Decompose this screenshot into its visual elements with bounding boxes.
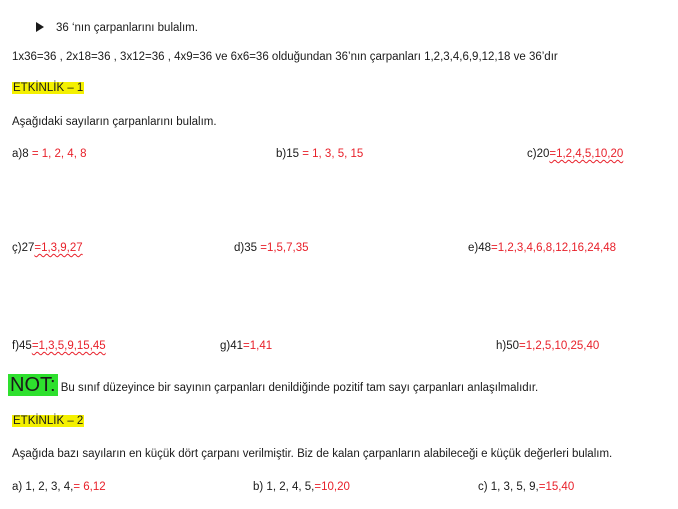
activity2-instruction: Aşağıda bazı sayıların en küçük dört çarpanı verilmiştir. Biz de kalan çarpanların alabileceği e küçük değerleri bulalım.: [12, 448, 613, 460]
problem-cc: ç)27=1,3,9,27: [12, 242, 83, 254]
problem-b: b)15 = 1, 3, 5, 15: [276, 148, 364, 160]
arrow-bullet-icon: [36, 22, 44, 32]
problem-g: g)41=1,41: [220, 340, 273, 352]
problem-e: e)48=1,2,3,4,6,8,12,16,24,48: [468, 242, 617, 254]
title-line: [36, 22, 198, 34]
note-text: Bu sınıf düzeyince bir sayının çarpanları denildiğinde pozitif tam sayı çarpanları anlaşılmalıdır.: [57, 382, 539, 394]
problem-f: f)45=1,3,5,9,15,45: [12, 340, 106, 352]
note-line: [8, 374, 538, 396]
title-text: 36 ‘nın çarpanlarını bulalım.: [56, 22, 198, 34]
activity2-item-c: c) 1, 3, 5, 9,=15,40: [478, 481, 575, 493]
activity1-instruction: Aşağıdaki sayıların çarpanlarını bulalım.: [12, 116, 217, 128]
problem-d: d)35 =1,5,7,35: [234, 242, 309, 254]
note-label: NOT:: [10, 374, 56, 396]
activity2-item-b: b) 1, 2, 4, 5,=10,20: [253, 481, 350, 493]
intro-text: 1x36=36 , 2x18=36 , 3x12=36 , 4x9=36 ve 6x6=36 olduğundan 36’nın çarpanları 1,2,3,4,6,9,12,18 ve 36’dır: [12, 51, 558, 63]
problem-c: c)20=1,2,4,5,10,20: [527, 148, 624, 160]
problem-a: a)8 = 1, 2, 4, 8: [12, 148, 87, 160]
activity1-title: ETKİNLİK – 1: [13, 82, 84, 94]
problem-h: h)50=1,2,5,10,25,40: [496, 340, 600, 352]
activity2-title: ETKİNLİK – 2: [13, 415, 84, 427]
activity2-item-a: a) 1, 2, 3, 4,= 6,12: [12, 481, 106, 493]
